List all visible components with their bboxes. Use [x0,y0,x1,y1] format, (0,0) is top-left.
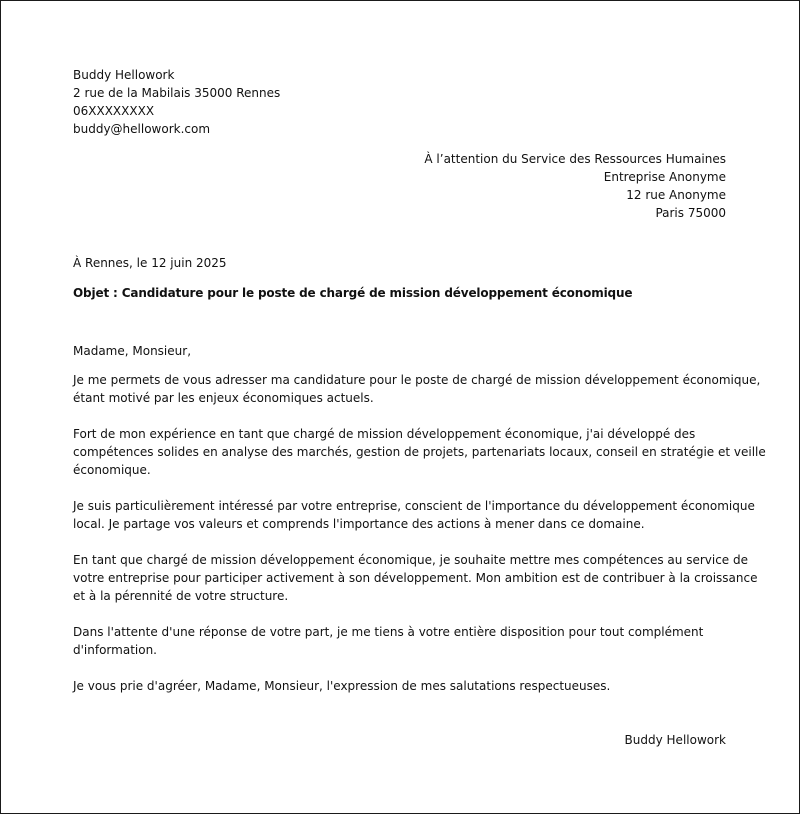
body-paragraph [73,425,766,479]
letter-body [73,342,766,713]
paragraph-line: étant motivé par les enjeux économiques actuels. [73,391,374,405]
recipient-city: Paris 75000 [655,206,726,220]
body-paragraph [73,371,761,407]
greeting: Madame, Monsieur, [73,344,192,358]
paragraph-line: Je me permets de vous adresser ma candidature pour le poste de chargé de mission développement économique, [73,373,761,387]
body-paragraph [73,497,755,533]
paragraph-line: En tant que chargé de mission développement économique, je souhaite mettre mes compétences au service de [73,553,748,567]
sender-block [73,66,280,138]
paragraph-line: Dans l'attente d'une réponse de votre part, je me tiens à votre entière disposition pour tout complément [73,625,704,639]
recipient-block [424,150,726,222]
paragraph-line: votre entreprise pour participer activement à son développement. Mon ambition est de contribuer à la croissance [73,571,758,585]
paragraph-line: d'information. [73,643,157,657]
paragraph-line: Je vous prie d'agréer, Madame, Monsieur, l'expression de mes salutations respectueuses. [73,679,611,693]
date-line: À Rennes, le 12 juin 2025 [73,256,227,270]
signature: Buddy Hellowork [624,733,726,747]
body-paragraph [73,623,733,659]
recipient-street: 12 rue Anonyme [626,188,726,202]
recipient-company: Entreprise Anonyme [603,170,726,184]
paragraph-line: compétences solides en analyse des marchés, gestion de projets, partenariats locaux, conseil en stratégie et veille [73,445,766,459]
recipient-attention: À l’attention du Service des Ressources Humaines [424,152,726,166]
subject-line: Objet : Candidature pour le poste de chargé de mission développement économique [73,286,633,300]
sender-phone: 06XXXXXXXX [73,104,155,118]
paragraph-line: Fort de mon expérience en tant que chargé de mission développement économique, j'ai développé des [73,427,696,441]
paragraph-line: local. Je partage vos valeurs et comprends l'importance des actions à mener dans ce domaine. [73,517,645,531]
paragraph-line: Je suis particulièrement intéressé par votre entreprise, conscient de l'importance du développement économique [73,499,755,513]
body-paragraph [73,551,758,605]
sender-email: buddy@hellowork.com [73,122,211,136]
sender-name: Buddy Hellowork [73,68,175,82]
paragraph-line: et à la pérennité de votre structure. [73,589,289,603]
sender-address: 2 rue de la Mabilais 35000 Rennes [73,86,281,100]
closing-paragraph [73,677,733,695]
paragraph-line: économique. [73,463,151,477]
